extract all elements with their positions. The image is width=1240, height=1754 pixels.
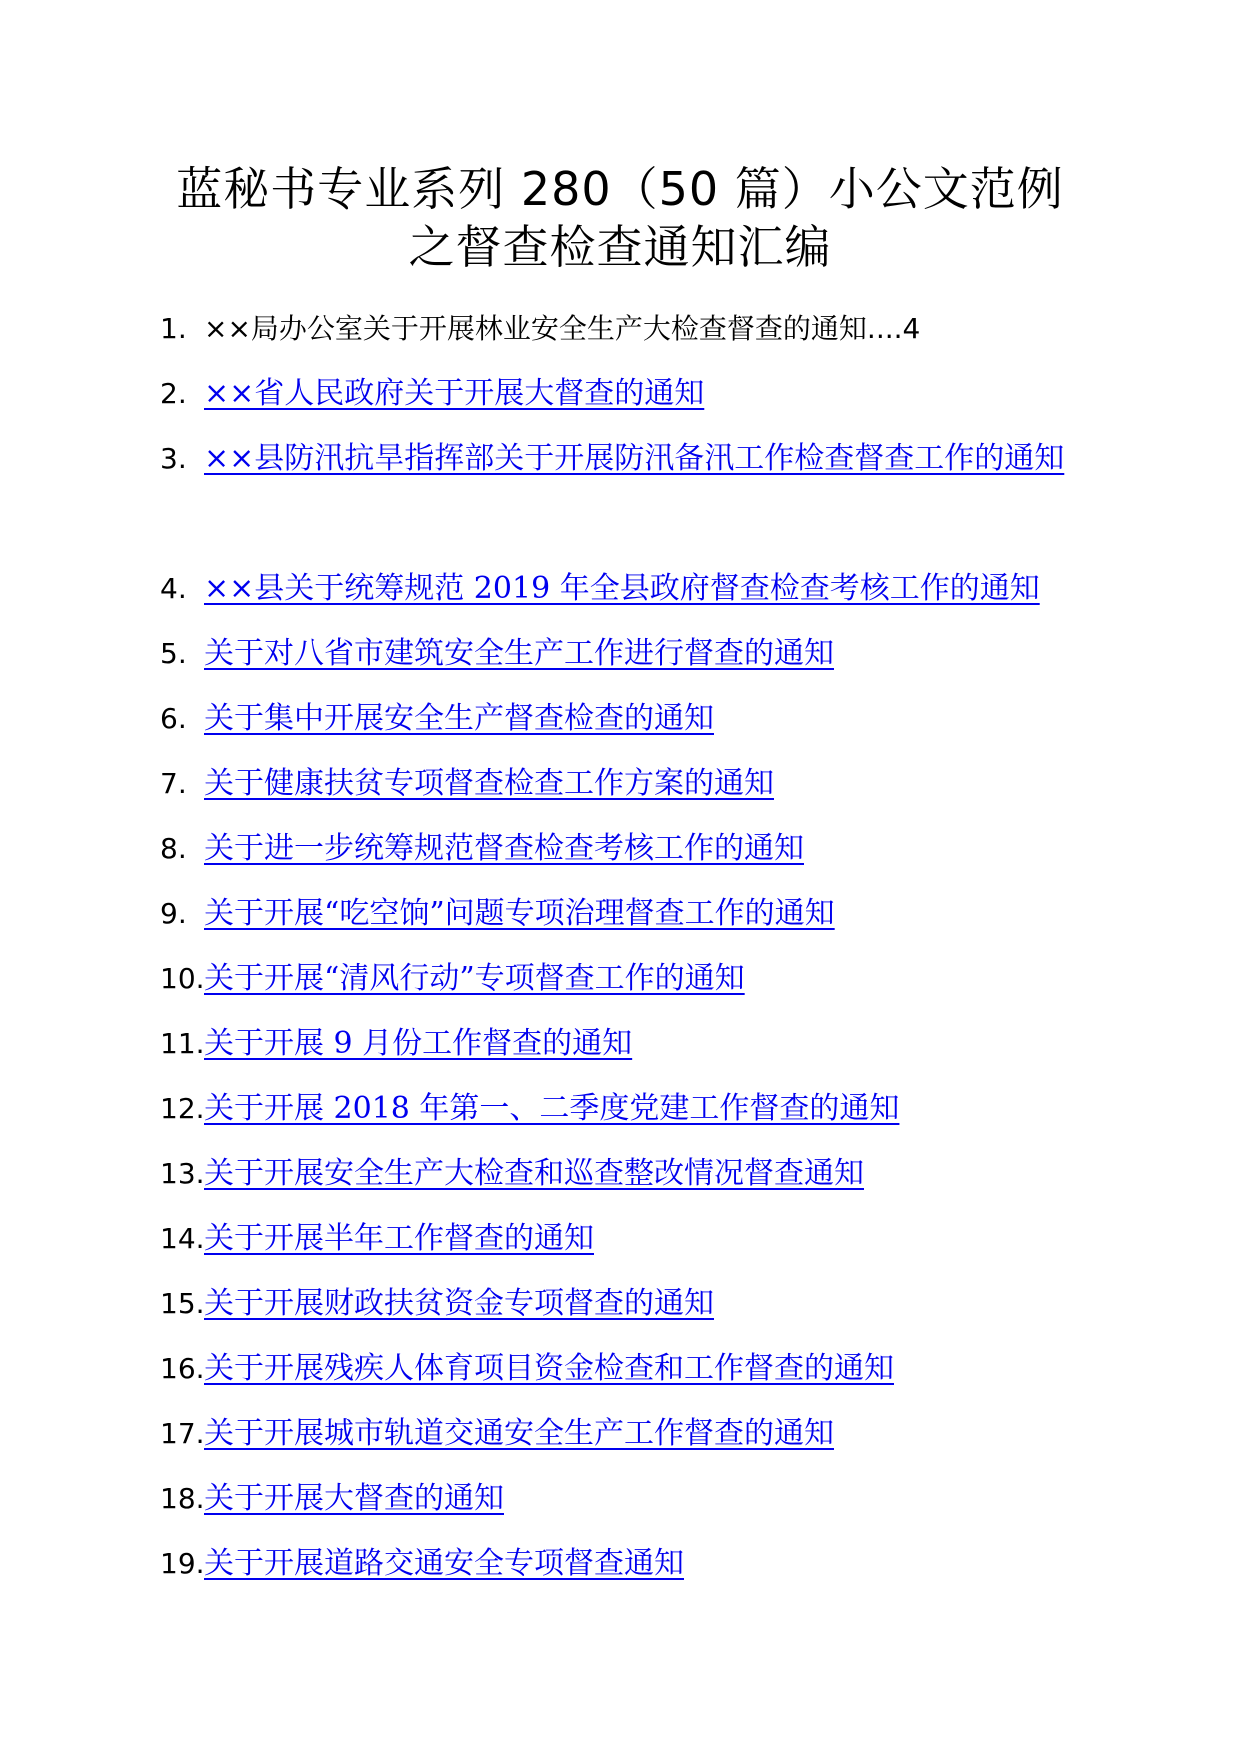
- toc-item-link[interactable]: 关于开展大督查的通知: [204, 1481, 504, 1516]
- toc-item-number: 11.: [160, 1027, 205, 1060]
- toc-item-19: [0, 1531, 1240, 1596]
- toc-item-link[interactable]: 关于开展城市轨道交通安全生产工作督查的通知: [204, 1416, 834, 1451]
- toc-item-link[interactable]: ××县关于统筹规范 2019 年全县政府督查检查考核工作的通知: [204, 571, 1040, 606]
- toc-item-number: 17.: [160, 1417, 205, 1450]
- toc-item-link[interactable]: 关于集中开展安全生产督查检查的通知: [204, 701, 714, 736]
- toc-item-number: 19.: [160, 1547, 205, 1580]
- toc-item-number: 5.: [160, 637, 187, 670]
- toc-item-3: [0, 426, 1240, 556]
- toc-item-link[interactable]: 关于开展财政扶贫资金专项督查的通知: [204, 1286, 714, 1321]
- toc-item-1: [0, 296, 1240, 361]
- toc-item-link[interactable]: 关于开展“吃空饷”问题专项治理督查工作的通知: [204, 896, 835, 931]
- toc-item-number: 16.: [160, 1352, 205, 1385]
- table-of-contents: [0, 296, 1240, 1596]
- toc-item-link[interactable]: ××县防汛抗旱指挥部关于开展防汛备汛工作检查督查工作的通知: [204, 441, 1065, 476]
- toc-item-link[interactable]: 关于开展安全生产大检查和巡查整改情况督查通知: [204, 1156, 864, 1191]
- toc-item-number: 1.: [160, 312, 187, 345]
- toc-item-14: [0, 1206, 1240, 1271]
- toc-item-number: 7.: [160, 767, 187, 800]
- toc-item-number: 4.: [160, 572, 187, 605]
- toc-item-number: 14.: [160, 1222, 205, 1255]
- toc-item-link[interactable]: ××省人民政府关于开展大督查的通知: [204, 376, 705, 411]
- toc-item-2: [0, 361, 1240, 426]
- toc-item-link[interactable]: 关于开展“清风行动”专项督查工作的通知: [204, 961, 745, 996]
- toc-item-number: 3.: [160, 442, 187, 475]
- toc-item-link[interactable]: 关于开展残疾人体育项目资金检查和工作督查的通知: [204, 1351, 894, 1386]
- toc-item-17: [0, 1401, 1240, 1466]
- toc-item-link[interactable]: 关于开展道路交通安全专项督查通知: [204, 1546, 684, 1581]
- toc-item-18: [0, 1466, 1240, 1531]
- toc-item-number: 18.: [160, 1482, 205, 1515]
- toc-item-link[interactable]: 关于开展 9 月份工作督查的通知: [204, 1026, 633, 1061]
- toc-item-number: 13.: [160, 1157, 205, 1190]
- toc-item-number: 9.: [160, 897, 187, 930]
- toc-item-9: [0, 881, 1240, 946]
- toc-item-8: [0, 816, 1240, 881]
- toc-item-13: [0, 1141, 1240, 1206]
- toc-item-16: [0, 1336, 1240, 1401]
- toc-item-12: [0, 1076, 1240, 1141]
- toc-item-link[interactable]: 关于开展 2018 年第一、二季度党建工作督查的通知: [204, 1091, 900, 1126]
- toc-item-number: 12.: [160, 1092, 205, 1125]
- title-line-1: 蓝秘书专业系列 280（50 篇）小公文范例: [176, 162, 1064, 216]
- title-line-2: 之督查检查通知汇编: [408, 220, 832, 274]
- toc-item-4: [0, 556, 1240, 621]
- toc-item-7: [0, 751, 1240, 816]
- toc-item-15: [0, 1271, 1240, 1336]
- document-title: [0, 160, 1240, 276]
- toc-item-5: [0, 621, 1240, 686]
- toc-item-11: [0, 1011, 1240, 1076]
- toc-item-text: ××局办公室关于开展林业安全生产大检查督查的通知....4: [204, 312, 921, 345]
- toc-item-number: 8.: [160, 832, 187, 865]
- toc-item-number: 15.: [160, 1287, 205, 1320]
- toc-item-6: [0, 686, 1240, 751]
- toc-item-link[interactable]: 关于对八省市建筑安全生产工作进行督查的通知: [204, 636, 834, 671]
- toc-item-number: 6.: [160, 702, 187, 735]
- toc-item-link[interactable]: 关于开展半年工作督查的通知: [204, 1221, 594, 1256]
- toc-item-link[interactable]: 关于进一步统筹规范督查检查考核工作的通知: [204, 831, 804, 866]
- toc-item-number: 2.: [160, 377, 187, 410]
- toc-item-number: 10.: [160, 962, 205, 995]
- toc-item-link[interactable]: 关于健康扶贫专项督查检查工作方案的通知: [204, 766, 774, 801]
- toc-item-10: [0, 946, 1240, 1011]
